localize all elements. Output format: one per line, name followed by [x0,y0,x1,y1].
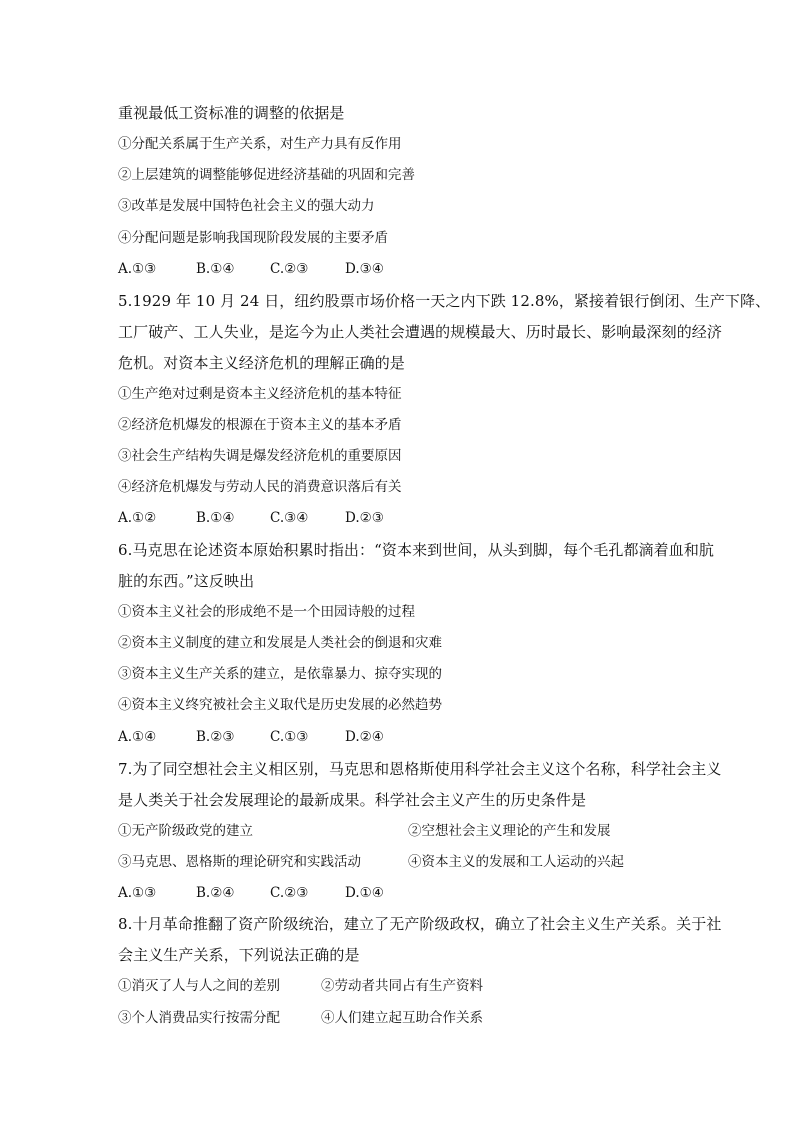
q5-choice-d: D.②③ [345,510,384,526]
q8-option-2: ②劳动者共同占有生产资料 [321,978,483,994]
q8-options-row-1 [118,976,483,996]
q4-option-3: ③改革是发展中国特色社会主义的强大动力 [118,198,375,214]
q6-option-1: ①资本主义社会的形成绝不是一个田园诗般的过程 [118,604,415,620]
q5-option-2: ②经济危机爆发的根源在于资本主义的基本矛盾 [118,417,402,433]
q6-choice-c: C.①③ [270,729,309,745]
q8-options-row-2 [118,1008,483,1028]
q7-stem-line-2: 是人类关于社会发展理论的最新成果。科学社会主义产生的历史条件是 [118,791,587,809]
q6-choice-d: D.②④ [345,729,384,745]
q6-stem-line-2: 脏的东西。”这反映出 [118,572,255,590]
q4-choice-a: A.①③ [118,261,157,277]
q7-option-2: ②空想社会主义理论的产生和发展 [408,823,611,839]
q6-option-3: ③资本主义生产关系的建立，是依靠暴力、掠夺实现的 [118,666,442,682]
q7-choice-b: B.②④ [196,885,235,901]
q6-choices [118,727,384,747]
q4-option-2: ②上层建筑的调整能够促进经济基础的巩固和完善 [118,167,415,183]
q5-option-1: ①生产绝对过剩是资本主义经济危机的基本特征 [118,386,402,402]
q6-choice-b: B.②③ [196,729,235,745]
q4-choice-b: B.①④ [196,261,235,277]
q4-choice-c: C.②③ [270,261,309,277]
q8-option-4: ④人们建立起互助合作关系 [321,1010,483,1026]
q5-choices [118,508,384,528]
q6-stem-line-1: 6.马克思在论述资本原始积累时指出：“资本来到世间，从头到脚，每个毛孔都滴着血和肮 [118,541,715,559]
q7-choices [118,883,384,903]
q8-stem-line-1: 8.十月革命推翻了资产阶级统治，建立了无产阶级政权，确立了社会主义生产关系。关于社 [118,915,722,933]
q5-option-3: ③社会生产结构失调是爆发经济危机的重要原因 [118,448,402,464]
q4-choice-d: D.③④ [345,261,384,277]
q5-choice-b: B.①④ [196,510,235,526]
q5-choice-c: C.③④ [270,510,309,526]
q5-stem-line-1: 5.1929 年 10 月 24 日，纽约股票市场价格一天之内下跌 12.8%，紧接着银行倒闭、生产下降、 [118,292,771,310]
q7-choice-c: C.②③ [270,885,309,901]
q7-options-row-2 [118,852,624,872]
q5-stem-line-2: 工厂破产、工人失业，是迄今为止人类社会遭遇的规模最大、历时最长、影响最深刻的经济 [118,323,723,341]
q8-option-3: ③个人消费品实行按需分配 [118,1010,280,1026]
q7-choice-d: D.①④ [345,885,384,901]
q8-option-1: ①消灭了人与人之间的差别 [118,978,280,994]
q7-options-row-1 [118,821,611,841]
q8-stem-line-2: 会主义生产关系，下列说法正确的是 [118,946,360,964]
q7-stem-line-1: 7.为了同空想社会主义相区别，马克思和恩格斯使用科学社会主义这个名称，科学社会主义 [118,760,722,778]
q7-option-4: ④资本主义的发展和工人运动的兴起 [408,854,624,870]
q6-option-2: ②资本主义制度的建立和发展是人类社会的倒退和灾难 [118,635,442,651]
q5-option-4: ④经济危机爆发与劳动人民的消费意识落后有关 [118,479,402,495]
q7-option-3: ③马克思、恩格斯的理论研究和实践活动 [118,854,361,870]
q4-option-1: ①分配关系属于生产关系，对生产力具有反作用 [118,136,402,152]
q7-option-1: ①无产阶级政党的建立 [118,823,253,839]
q4-option-4: ④分配问题是影响我国现阶段发展的主要矛盾 [118,230,388,246]
q4-stem-tail: 重视最低工资标准的调整的依据是 [118,104,345,122]
q5-choice-a: A.①② [118,510,157,526]
q6-choice-a: A.①④ [118,729,157,745]
q5-stem-line-3: 危机。对资本主义经济危机的理解正确的是 [118,354,405,372]
q4-choices [118,259,384,279]
q6-option-4: ④资本主义终究被社会主义取代是历史发展的必然趋势 [118,697,442,713]
q7-choice-a: A.①③ [118,885,157,901]
